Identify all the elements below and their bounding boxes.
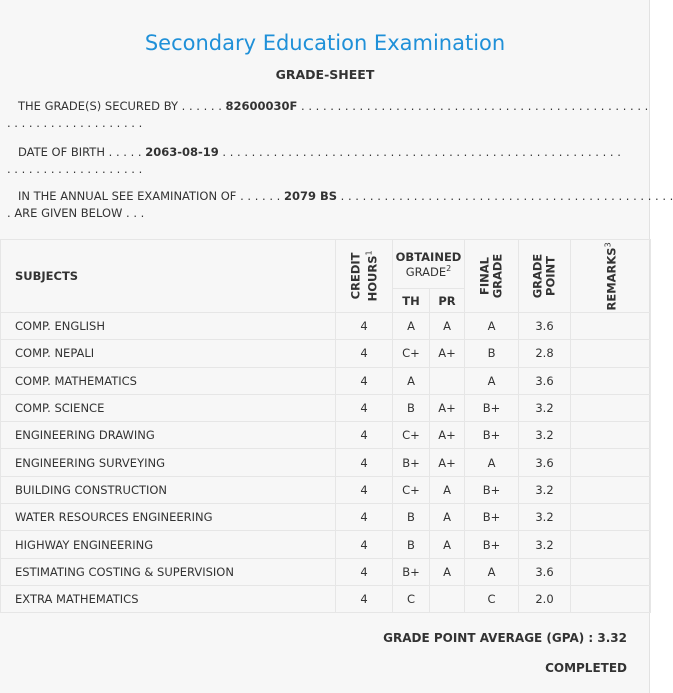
subject-name: COMP. ENGLISH <box>1 313 336 340</box>
final-grade: A <box>465 449 519 476</box>
table-row <box>1 340 651 367</box>
theory-grade: C+ <box>393 422 430 449</box>
theory-grade: A <box>393 313 430 340</box>
table-row <box>1 476 651 503</box>
symbol-number: 82600030F <box>225 99 298 113</box>
th-header: TH <box>393 289 430 313</box>
credit-hours: 4 <box>336 558 393 585</box>
practical-grade <box>430 367 465 394</box>
subject-name: ENGINEERING DRAWING <box>1 422 336 449</box>
subject-name: COMP. SCIENCE <box>1 394 336 421</box>
credit-hours: 4 <box>336 531 393 558</box>
remarks <box>571 367 651 394</box>
dotted-leader: . . . . . . . . . . . . . . . . . . . <box>7 116 143 130</box>
grade-point: 2.0 <box>519 585 571 612</box>
practical-grade: A <box>430 504 465 531</box>
theory-grade: C <box>393 585 430 612</box>
exam-title: Secondary Education Examination <box>144 31 506 55</box>
credit-hours-header: CREDIT HOURS$^1$ <box>336 240 393 313</box>
practical-grade: A <box>430 313 465 340</box>
subject-name: BUILDING CONSTRUCTION <box>1 476 336 503</box>
theory-grade: B <box>393 394 430 421</box>
subject-name: COMP. MATHEMATICS <box>1 367 336 394</box>
final-grade: B+ <box>465 531 519 558</box>
practical-grade: A+ <box>430 340 465 367</box>
secured-by-line: THE GRADE(S) SECURED BY . . . . . . 82600030F . . . . . . . . . . . . . . . . . . . . . . . . . . . . . . . . . . . . . . . . . . . . . . . . <box>17 99 649 113</box>
gpa-label: GRADE POINT AVERAGE (GPA) : <box>383 631 594 645</box>
final-grade: A <box>465 558 519 585</box>
table-row <box>1 585 651 612</box>
grade-point: 2.8 <box>519 340 571 367</box>
exam-year: 2079 BS <box>283 189 338 203</box>
table-row <box>1 558 651 585</box>
remarks <box>571 558 651 585</box>
obtained-grade-header: OBTAINED GRADE$^2$ <box>393 240 465 289</box>
final-grade: B+ <box>465 394 519 421</box>
grades-table <box>0 239 651 613</box>
table-row <box>1 313 651 340</box>
practical-grade: A <box>430 476 465 503</box>
dob-value: 2063-08-19 <box>145 145 219 159</box>
practical-grade: A+ <box>430 394 465 421</box>
theory-grade: B <box>393 531 430 558</box>
credit-hours: 4 <box>336 367 393 394</box>
final-grade: B+ <box>465 476 519 503</box>
grade-point: 3.2 <box>519 504 571 531</box>
credit-hours: 4 <box>336 340 393 367</box>
dob-label: DATE OF BIRTH <box>17 145 105 159</box>
remarks-header: REMARKS$^3$ <box>571 240 651 313</box>
exam-line: IN THE ANNUAL SEE EXAMINATION OF . . . . . . 2079 BS . . . . . . . . . . . . . . . . . . . . . . . . . . . . . . . . . . . . . . . . . . . . . . <box>17 189 673 203</box>
secured-by-label: THE GRADE(S) SECURED BY <box>17 99 178 113</box>
remarks <box>571 531 651 558</box>
final-grade: A <box>465 313 519 340</box>
theory-grade: C+ <box>393 340 430 367</box>
theory-grade: B <box>393 504 430 531</box>
grade-point: 3.6 <box>519 367 571 394</box>
grade-point: 3.2 <box>519 531 571 558</box>
table-row <box>1 449 651 476</box>
remarks <box>571 394 651 421</box>
practical-grade: A+ <box>430 422 465 449</box>
grade-point: 3.6 <box>519 558 571 585</box>
remarks <box>571 313 651 340</box>
theory-grade: A <box>393 367 430 394</box>
table-row <box>1 504 651 531</box>
final-grade: B+ <box>465 422 519 449</box>
grade-point: 3.6 <box>519 313 571 340</box>
practical-grade: A <box>430 558 465 585</box>
subjects-header: SUBJECTS <box>1 240 336 313</box>
credit-hours: 4 <box>336 585 393 612</box>
table-row <box>1 394 651 421</box>
exam-label: IN THE ANNUAL SEE EXAMINATION OF <box>17 189 237 203</box>
theory-grade: B+ <box>393 449 430 476</box>
table-row <box>1 422 651 449</box>
credit-hours: 4 <box>336 504 393 531</box>
final-grade: C <box>465 585 519 612</box>
theory-grade: B+ <box>393 558 430 585</box>
sheet-subtitle: GRADE-SHEET <box>275 67 375 82</box>
status-text: COMPLETED <box>545 661 627 675</box>
table-row <box>1 367 651 394</box>
subject-name: ESTIMATING COSTING & SUPERVISION <box>1 558 336 585</box>
table-row <box>1 531 651 558</box>
final-grade: A <box>465 367 519 394</box>
grade-point: 3.2 <box>519 476 571 503</box>
final-grade-header: FINAL GRADE <box>465 240 519 313</box>
practical-grade <box>430 585 465 612</box>
subject-name: ENGINEERING SURVEYING <box>1 449 336 476</box>
gpa-value: 3.32 <box>597 631 627 645</box>
remarks <box>571 476 651 503</box>
subject-name: COMP. NEPALI <box>1 340 336 367</box>
final-grade: B+ <box>465 504 519 531</box>
given-below-line: . ARE GIVEN BELOW . . . <box>7 206 145 220</box>
pr-header: PR <box>430 289 465 313</box>
remarks <box>571 422 651 449</box>
theory-grade: C+ <box>393 476 430 503</box>
gpa-line <box>383 631 627 645</box>
practical-grade: A <box>430 531 465 558</box>
subject-name: EXTRA MATHEMATICS <box>1 585 336 612</box>
grade-point: 3.6 <box>519 449 571 476</box>
practical-grade: A+ <box>430 449 465 476</box>
remarks <box>571 340 651 367</box>
credit-hours: 4 <box>336 449 393 476</box>
subject-name: HIGHWAY ENGINEERING <box>1 531 336 558</box>
credit-hours: 4 <box>336 394 393 421</box>
credit-hours: 4 <box>336 422 393 449</box>
grade-point: 3.2 <box>519 394 571 421</box>
remarks <box>571 449 651 476</box>
credit-hours: 4 <box>336 313 393 340</box>
given-below-label: ARE GIVEN BELOW <box>14 206 123 220</box>
dotted-leader: . . . . . . . . . . . . . . . . . . . <box>7 162 143 176</box>
grade-point: 3.2 <box>519 422 571 449</box>
grade-point-header: GRADE POINT <box>519 240 571 313</box>
remarks <box>571 585 651 612</box>
final-grade: B <box>465 340 519 367</box>
dob-line: DATE OF BIRTH . . . . . 2063-08-19 . . . . . . . . . . . . . . . . . . . . . . . . . . . . . . . . . . . . . . . . . . . . . . . . . . . . . . . <box>17 145 621 159</box>
remarks <box>571 504 651 531</box>
subject-name: WATER RESOURCES ENGINEERING <box>1 504 336 531</box>
credit-hours: 4 <box>336 476 393 503</box>
